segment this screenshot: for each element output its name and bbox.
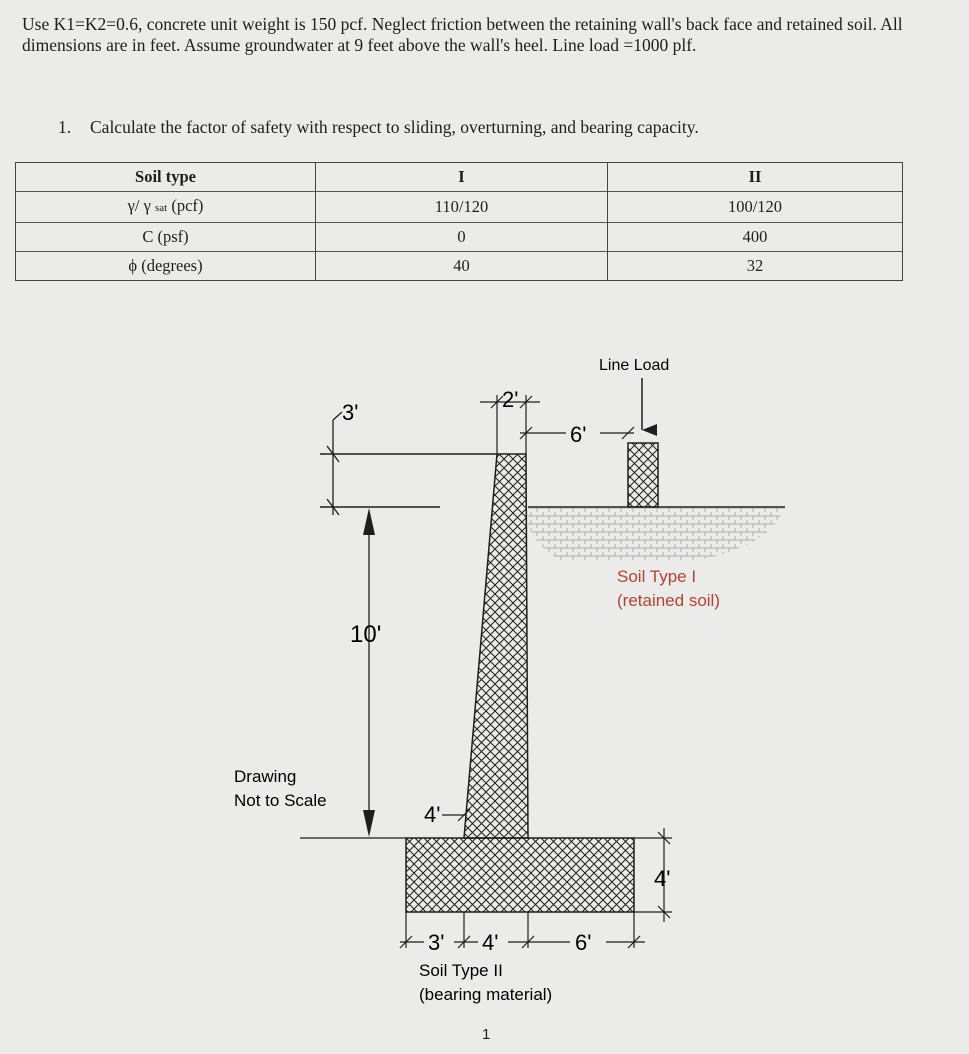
soil-type-2-sublabel: (bearing material): [419, 985, 553, 1004]
soil-type-2-label: Soil Type II: [419, 961, 503, 980]
soil-type-1-sublabel: (retained soil): [617, 591, 720, 610]
dim-10ft-arrow-bottom: [363, 810, 375, 837]
dim-4ft-base-label: 4': [654, 866, 671, 891]
cell-soil-II-friction-angle: 32: [608, 252, 903, 281]
cell-soil-I-unit-weight: 110/120: [316, 192, 608, 223]
question-number: 1.: [58, 117, 72, 137]
cell-soil-I-friction-angle: 40: [316, 252, 608, 281]
cell-soil-II-cohesion: 400: [608, 223, 903, 252]
row-label-unit-weight: γ/ γ sat (pcf): [16, 192, 316, 223]
dim-3ft-label: 3': [342, 400, 359, 425]
dim-4ft-stem-label: 4': [424, 802, 441, 827]
soil-type-1-label: Soil Type I: [617, 567, 697, 586]
line-load-label: Line Load: [599, 357, 670, 374]
line-load-block: [628, 443, 658, 507]
dim-2ft-label: 2': [502, 387, 519, 412]
dim-4ft-bottom-label: 4': [482, 930, 499, 955]
dim-3ft-leader: [333, 412, 342, 420]
dim-3ft-bottom-label: 3': [428, 930, 445, 955]
dim-6ft-bottom-label: 6': [575, 930, 592, 955]
cell-soil-I-cohesion: 0: [316, 223, 608, 252]
row-label-cohesion: C (psf): [16, 223, 316, 252]
wall-stem: [464, 454, 528, 838]
note-line-2: Not to Scale: [234, 791, 327, 810]
retained-soil-hatch: [528, 508, 785, 560]
note-line-1: Drawing: [234, 767, 297, 786]
row-label-friction-angle: ϕ (degrees): [16, 252, 316, 281]
dim-10ft-arrow-top: [363, 508, 375, 535]
page-number: 1: [482, 1026, 491, 1043]
dim-10ft-label: 10': [350, 621, 382, 648]
cell-soil-II-unit-weight: 100/120: [608, 192, 903, 223]
question-text: Calculate the factor of safety with respect to sliding, overturning, and bearing capacity.: [90, 117, 699, 137]
header-soil-type: Soil type: [16, 163, 316, 192]
wall-footing: [406, 838, 634, 912]
dim-6ft-top-label: 6': [570, 422, 587, 447]
problem-statement: Use K1=K2=0.6, concrete unit weight is 150 pcf. Neglect friction between the retaining wall's back face and retained soil. All dimensions are in feet. Assume groundwater at 9 feet above the wall's heel. Line load =1000 plf.: [22, 14, 903, 55]
header-soil-II: II: [608, 163, 903, 192]
header-soil-I: I: [316, 163, 608, 192]
